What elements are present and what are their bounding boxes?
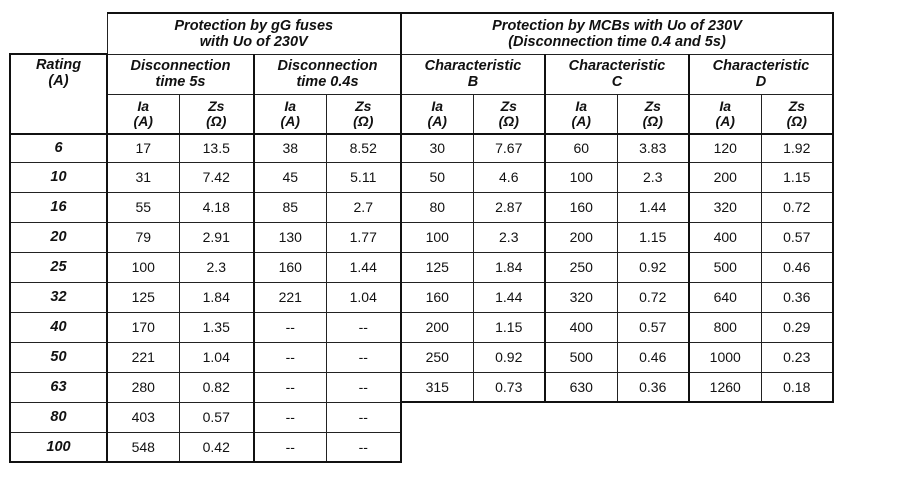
ia-cell: 1260 [689, 372, 761, 402]
table-row [10, 282, 833, 312]
ia-cell: 221 [254, 282, 326, 312]
zs-cell: 2.3 [473, 222, 545, 252]
zs-cell: 13.5 [179, 134, 254, 162]
zs-cell: 1.15 [473, 312, 545, 342]
rating-cell: 50 [10, 342, 107, 372]
ia-cell: 100 [107, 252, 179, 282]
zs-cell: 0.82 [179, 372, 254, 402]
ia-cell: 125 [107, 282, 179, 312]
zs-cell: 1.44 [617, 192, 689, 222]
zs-cell: 0.92 [617, 252, 689, 282]
ia-cell: 800 [689, 312, 761, 342]
protection-table [9, 12, 834, 463]
table-row [10, 432, 833, 462]
empty-cell [473, 402, 545, 432]
ia-cell: 160 [254, 252, 326, 282]
empty-cell [545, 402, 617, 432]
rating-cell: 6 [10, 134, 107, 162]
ia-cell: 221 [107, 342, 179, 372]
ia-cell: 55 [107, 192, 179, 222]
rating-cell: 20 [10, 222, 107, 252]
ia-cell: 79 [107, 222, 179, 252]
subgroup-header-row [10, 54, 833, 94]
group-header-row [10, 13, 833, 54]
empty-cell [545, 432, 617, 462]
zs-cell: 0.57 [617, 312, 689, 342]
ia-cell: -- [254, 372, 326, 402]
zs-header: Zs (Ω) [473, 94, 545, 134]
ia-cell: 170 [107, 312, 179, 342]
empty-cell [401, 402, 473, 432]
ia-header: Ia (A) [689, 94, 761, 134]
ia-cell: 160 [401, 282, 473, 312]
zs-cell: 4.18 [179, 192, 254, 222]
zs-cell: 0.18 [761, 372, 833, 402]
ia-cell: 250 [401, 342, 473, 372]
zs-cell: -- [326, 312, 401, 342]
ia-cell: 120 [689, 134, 761, 162]
zs-header: Zs (Ω) [761, 94, 833, 134]
ia-cell: 320 [689, 192, 761, 222]
ia-cell: 60 [545, 134, 617, 162]
zs-cell: 2.91 [179, 222, 254, 252]
zs-cell: 2.7 [326, 192, 401, 222]
ia-cell: 130 [254, 222, 326, 252]
zs-cell: 1.15 [761, 162, 833, 192]
zs-cell: 7.67 [473, 134, 545, 162]
rating-cell: 16 [10, 192, 107, 222]
ia-cell: 640 [689, 282, 761, 312]
rating-header: Rating (A) [10, 54, 107, 134]
ia-cell: 1000 [689, 342, 761, 372]
empty-cell [401, 432, 473, 462]
zs-cell: 0.57 [761, 222, 833, 252]
ia-cell: 200 [401, 312, 473, 342]
ia-header: Ia (A) [401, 94, 473, 134]
zs-cell: -- [326, 372, 401, 402]
ia-cell: 125 [401, 252, 473, 282]
mcb-header: Protection by MCBs with Uo of 230V (Disconnection time 0.4 and 5s) [401, 13, 833, 54]
table-row [10, 134, 833, 162]
rating-cell: 80 [10, 402, 107, 432]
zs-cell: 0.46 [761, 252, 833, 282]
zs-cell: 1.15 [617, 222, 689, 252]
ia-cell: 200 [689, 162, 761, 192]
empty-cell [617, 432, 689, 462]
zs-header: Zs (Ω) [326, 94, 401, 134]
rating-cell: 100 [10, 432, 107, 462]
zs-cell: 0.29 [761, 312, 833, 342]
zs-cell: 0.73 [473, 372, 545, 402]
ia-cell: 30 [401, 134, 473, 162]
table-row [10, 222, 833, 252]
table-body [10, 13, 833, 462]
ia-header: Ia (A) [107, 94, 179, 134]
zs-cell: 0.92 [473, 342, 545, 372]
zs-header: Zs (Ω) [179, 94, 254, 134]
ia-cell: 280 [107, 372, 179, 402]
characteristic-c-header: Characteristic C [545, 54, 689, 94]
ia-cell: 200 [545, 222, 617, 252]
empty-cell [617, 402, 689, 432]
unit-header-row [10, 94, 833, 134]
zs-cell: 0.57 [179, 402, 254, 432]
disconnection-04s-header: Disconnection time 0.4s [254, 54, 401, 94]
ia-cell: 315 [401, 372, 473, 402]
zs-cell: 0.36 [761, 282, 833, 312]
ia-cell: 50 [401, 162, 473, 192]
table-row [10, 402, 833, 432]
gg-fuses-header: Protection by gG fuses with Uo of 230V [107, 13, 401, 54]
empty-cell [689, 402, 761, 432]
ia-cell: 500 [545, 342, 617, 372]
zs-cell: 0.72 [761, 192, 833, 222]
ia-cell: 320 [545, 282, 617, 312]
table-row [10, 162, 833, 192]
zs-cell: 0.36 [617, 372, 689, 402]
zs-header: Zs (Ω) [617, 94, 689, 134]
zs-cell: 1.92 [761, 134, 833, 162]
ia-cell: -- [254, 342, 326, 372]
empty-cell [689, 432, 761, 462]
ia-cell: 400 [545, 312, 617, 342]
zs-cell: -- [326, 402, 401, 432]
zs-cell: 0.42 [179, 432, 254, 462]
empty-cell [761, 432, 833, 462]
zs-cell: 1.84 [179, 282, 254, 312]
zs-cell: 2.3 [617, 162, 689, 192]
ia-cell: 31 [107, 162, 179, 192]
ia-cell: 160 [545, 192, 617, 222]
disconnection-5s-header: Disconnection time 5s [107, 54, 254, 94]
ia-cell: -- [254, 402, 326, 432]
ia-cell: 250 [545, 252, 617, 282]
zs-cell: 0.23 [761, 342, 833, 372]
ia-cell: 403 [107, 402, 179, 432]
zs-cell: 2.87 [473, 192, 545, 222]
rating-cell: 63 [10, 372, 107, 402]
rating-cell: 10 [10, 162, 107, 192]
rating-cell: 25 [10, 252, 107, 282]
empty-cell [761, 402, 833, 432]
ia-cell: 38 [254, 134, 326, 162]
ia-cell: 548 [107, 432, 179, 462]
corner-cell [10, 13, 107, 54]
ia-cell: 17 [107, 134, 179, 162]
ia-cell: 80 [401, 192, 473, 222]
zs-cell: 1.35 [179, 312, 254, 342]
ia-cell: 45 [254, 162, 326, 192]
rating-cell: 32 [10, 282, 107, 312]
table-row [10, 192, 833, 222]
zs-cell: 8.52 [326, 134, 401, 162]
ia-cell: 85 [254, 192, 326, 222]
ia-cell: 100 [545, 162, 617, 192]
zs-cell: 0.46 [617, 342, 689, 372]
ia-cell: 400 [689, 222, 761, 252]
ia-cell: -- [254, 312, 326, 342]
zs-cell: -- [326, 342, 401, 372]
rating-cell: 40 [10, 312, 107, 342]
table-row [10, 252, 833, 282]
zs-cell: 0.72 [617, 282, 689, 312]
ia-cell: 500 [689, 252, 761, 282]
zs-cell: 1.77 [326, 222, 401, 252]
zs-cell: 7.42 [179, 162, 254, 192]
characteristic-d-header: Characteristic D [689, 54, 833, 94]
table-row [10, 312, 833, 342]
ia-cell: 100 [401, 222, 473, 252]
zs-cell: 2.3 [179, 252, 254, 282]
zs-cell: 5.11 [326, 162, 401, 192]
zs-cell: 1.04 [179, 342, 254, 372]
ia-header: Ia (A) [254, 94, 326, 134]
ia-cell: 630 [545, 372, 617, 402]
characteristic-b-header: Characteristic B [401, 54, 545, 94]
zs-cell: 1.04 [326, 282, 401, 312]
ia-cell: -- [254, 432, 326, 462]
table-row [10, 372, 833, 402]
empty-cell [473, 432, 545, 462]
zs-cell: -- [326, 432, 401, 462]
zs-cell: 4.6 [473, 162, 545, 192]
table-row [10, 342, 833, 372]
zs-cell: 1.44 [326, 252, 401, 282]
zs-cell: 3.83 [617, 134, 689, 162]
ia-header: Ia (A) [545, 94, 617, 134]
zs-cell: 1.84 [473, 252, 545, 282]
zs-cell: 1.44 [473, 282, 545, 312]
